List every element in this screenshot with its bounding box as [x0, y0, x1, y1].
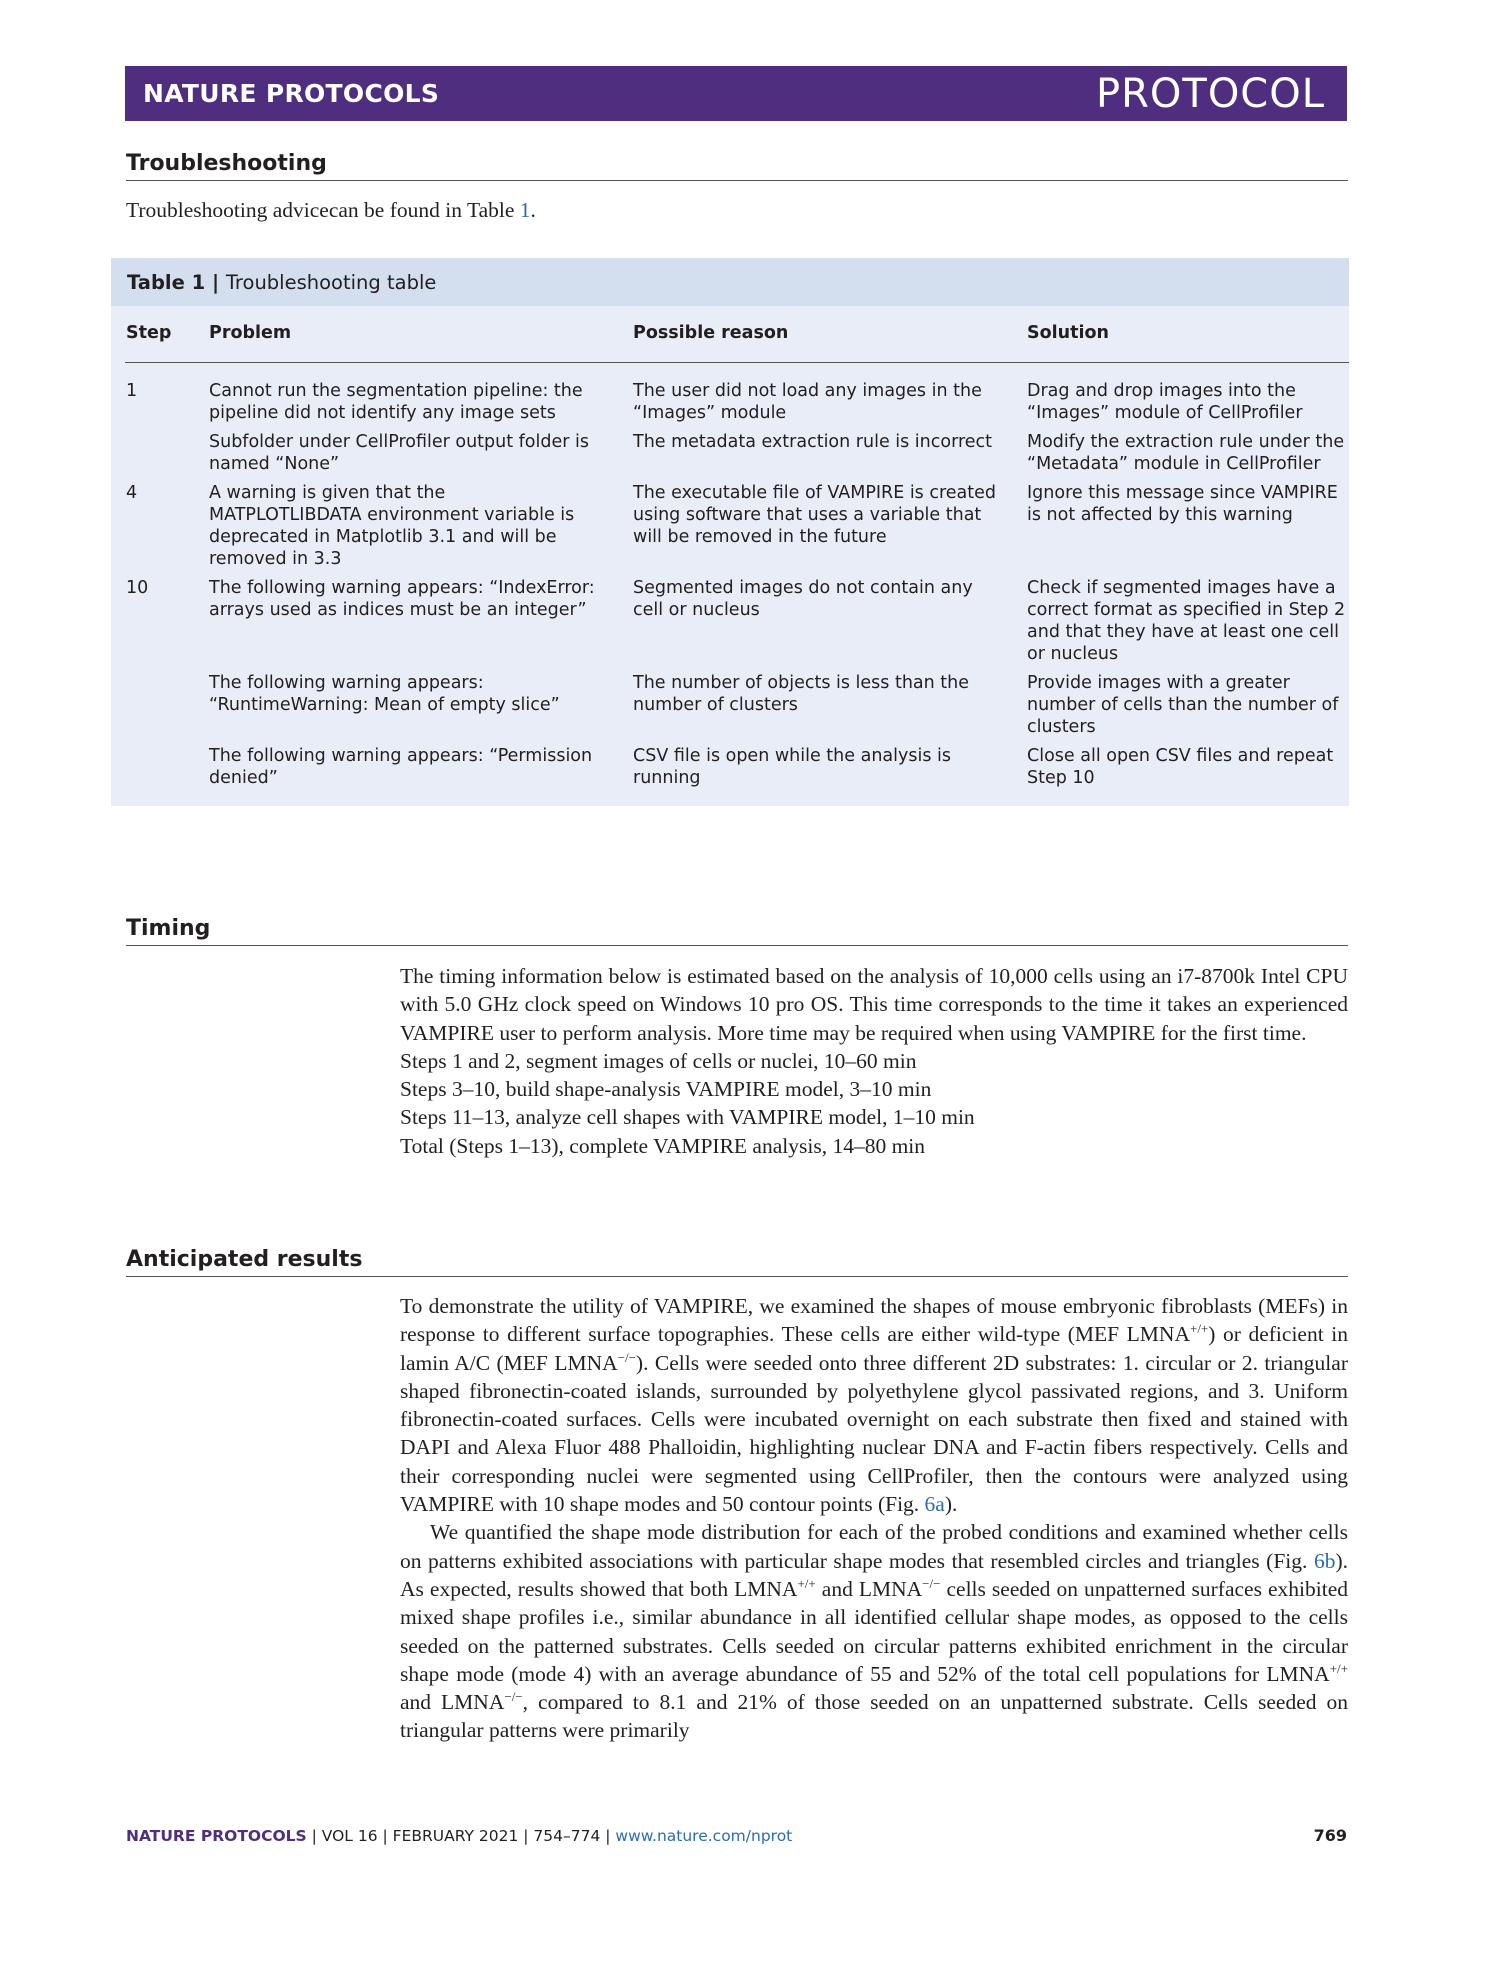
table-cell-problem: The following warning appears: “RuntimeWarning: Mean of empty slice” — [209, 673, 560, 715]
timing-heading: Timing — [126, 916, 1348, 946]
table-cell-step: 4 — [126, 483, 138, 503]
footer-pages: 754–774 — [533, 1827, 601, 1845]
timing-body — [400, 962, 1348, 1160]
timing-line: Steps 3–10, build shape-analysis VAMPIRE model, 3–10 min — [400, 1077, 932, 1102]
timing-line: Total (Steps 1–13), complete VAMPIRE analysis, 14–80 min — [400, 1133, 926, 1158]
table-1-link[interactable]: 1 — [519, 198, 531, 222]
table-caption: Table 1 | Troubleshooting table — [127, 271, 437, 294]
troubleshooting-heading: Troubleshooting — [126, 151, 1348, 181]
column-header-problem: Problem — [209, 323, 292, 343]
journal-name: NATURE PROTOCOLS — [143, 79, 440, 108]
table-cell-solution: Check if segmented images have a correct format as specified in Step 2 and that they have at least one cell or nucleus — [1027, 578, 1346, 664]
column-header-step: Step — [126, 323, 172, 343]
table-cell-step: 10 — [126, 578, 149, 598]
timing-line: Steps 11–13, analyze cell shapes with VAMPIRE model, 1–10 min — [400, 1105, 975, 1130]
results-paragraph-2: We quantified the shape mode distribution for each of the probed conditions and examined whether cells on patterns exhibited associations with particular shape modes that resembled circles and triangles (Fig. 6b). As expected, results showed that both LMNA+/+ and LMNA−/− cells seeded on unpatterned surfaces exhibited mixed shape profiles i.e., similar abundance in all identified cellular shape modes, as opposed to the cells seeded on the patterned substrates. Cells seeded on circular patterns exhibited enrichment in the circular shape mode (mode 4) with an average abundance of 55 and 52% of the total cell populations for LMNA+/+ and LMNA−/−, compared to 8.1 and 21% of those seeded on an unpatterned substrate. Cells seeded on triangular patterns were primarily — [400, 1520, 1348, 1743]
footer-date: FEBRUARY 2021 — [392, 1827, 519, 1845]
table-cell-solution: Ignore this message since VAMPIRE is not affected by this warning — [1027, 483, 1338, 525]
table-caption-bar — [111, 258, 1349, 306]
column-header-reason: Possible reason — [633, 323, 789, 343]
table-cell-reason: The user did not load any images in the “Images” module — [633, 381, 982, 423]
page-footer: NATURE PROTOCOLS | VOL 16 | FEBRUARY 2021 | 754–774 | www.nature.com/nprot — [126, 1827, 793, 1845]
column-header-solution: Solution — [1027, 323, 1109, 343]
troubleshooting-intro: Troubleshooting advicecan be found in Table 1. — [126, 198, 536, 222]
footer-volume: VOL 16 — [321, 1827, 378, 1845]
footer-url-link[interactable]: www.nature.com/nprot — [615, 1827, 793, 1845]
table-cell-solution: Drag and drop images into the “Images” module of CellProfiler — [1027, 381, 1303, 423]
table-cell-solution: Provide images with a greater number of cells than the number of clusters — [1027, 673, 1339, 737]
figure-6a-link[interactable]: 6a — [924, 1492, 945, 1517]
results-paragraph-1: To demonstrate the utility of VAMPIRE, we examined the shapes of mouse embryonic fibroblasts (MEFs) in response to different surface topographies. These cells are either wild-type (MEF LMNA+/+) or deficient in lamin A/C (MEF LMNA−/−). Cells were seeded onto three different 2D substrates: 1. circular or 2. triangular shaped fibronectin-coated islands, surrounded by polyethylene glycol passivated regions, and 3. Uniform fibronectin-coated surfaces. Cells were incubated overnight on each substrate then fixed and stained with DAPI and Alexa Fluor 488 Phalloidin, highlighting nuclear DNA and F-actin fibers respectively. Cells and their corresponding nuclei were segmented using CellProfiler, then the contours were analyzed using VAMPIRE with 10 shape modes and 50 contour points (Fig. 6a). — [400, 1294, 1348, 1517]
page-number: 769 — [1313, 1826, 1347, 1845]
article-type: PROTOCOL — [1095, 71, 1325, 117]
table-cell-problem: The following warning appears: “Permission denied” — [209, 746, 593, 788]
troubleshooting-table — [111, 258, 1349, 806]
journal-header-bar — [125, 66, 1347, 121]
table-cell-reason: Segmented images do not contain any cell or nucleus — [633, 578, 973, 620]
table-cell-solution: Modify the extraction rule under the “Metadata” module in CellProfiler — [1027, 432, 1345, 474]
table-cell-problem: A warning is given that the MATPLOTLIBDATA environment variable is deprecated in Matplotlib 3.1 and will be removed in 3.3 — [209, 483, 575, 569]
table-cell-step: 1 — [126, 381, 138, 401]
table-cell-reason: The executable file of VAMPIRE is created using software that uses a variable that will be removed in the future — [633, 483, 997, 547]
table-cell-reason: The number of objects is less than the number of clusters — [633, 673, 970, 715]
table-cell-solution: Close all open CSV files and repeat Step 10 — [1027, 746, 1334, 788]
table-cell-problem: Cannot run the segmentation pipeline: the pipeline did not identify any image sets — [209, 381, 583, 423]
table-header-rule — [125, 362, 1349, 363]
footer-journal: NATURE PROTOCOLS — [126, 1827, 307, 1845]
figure-6b-link[interactable]: 6b — [1313, 1548, 1336, 1573]
anticipated-results-body — [400, 1292, 1348, 1745]
table-cell-reason: The metadata extraction rule is incorrect — [633, 432, 993, 452]
table-cell-reason: CSV file is open while the analysis is running — [633, 746, 951, 788]
anticipated-results-heading: Anticipated results — [126, 1247, 1348, 1277]
timing-intro: The timing information below is estimated based on the analysis of 10,000 cells using an i7-8700k Intel CPU with 5.0 GHz clock speed on Windows 10 pro OS. This time corresponds to the time it takes an experienced VAMPIRE user to perform analysis. More time may be required when using VAMPIRE for the first time. — [400, 964, 1348, 1045]
table-cell-problem: The following warning appears: “IndexError: arrays used as indices must be an integer” — [209, 578, 595, 620]
table-cell-problem: Subfolder under CellProfiler output folder is named “None” — [209, 432, 589, 474]
timing-line: Steps 1 and 2, segment images of cells or nuclei, 10–60 min — [400, 1048, 917, 1073]
